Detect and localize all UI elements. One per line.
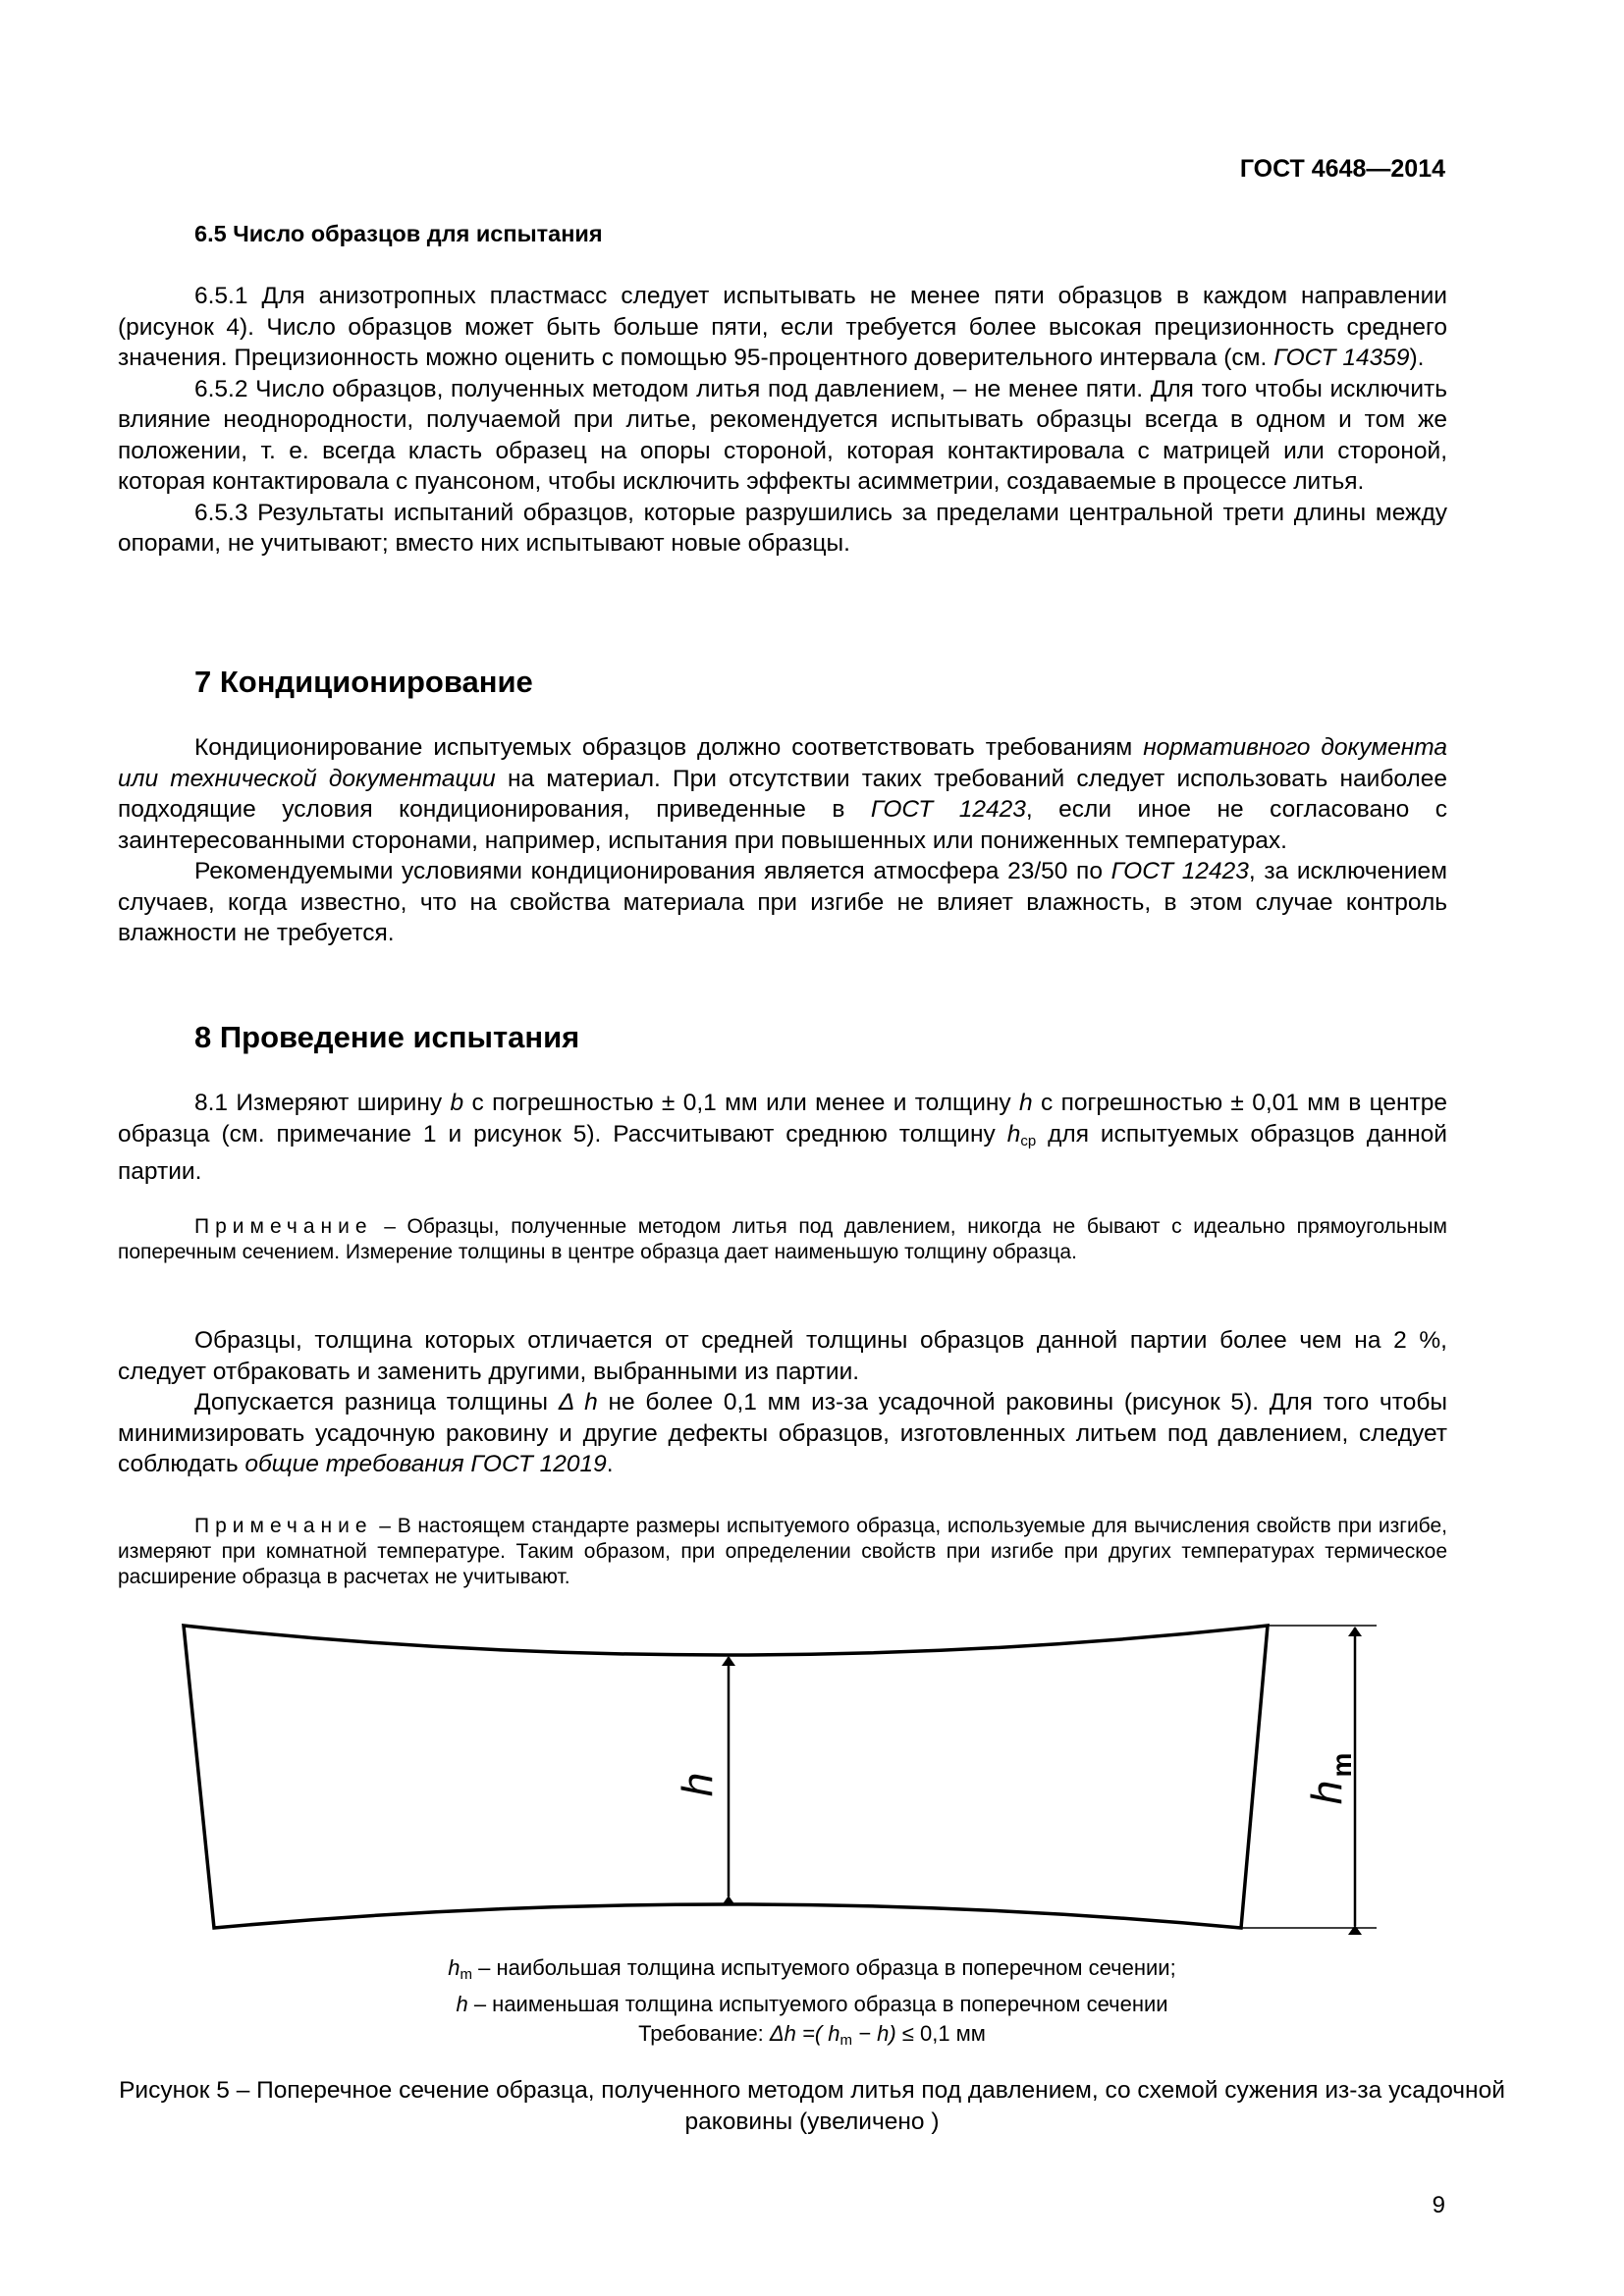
ref-gost-14359: ГОСТ 14359 [1273, 345, 1410, 371]
paragraph-8-1: 8.1 Измеряют ширину b с погрешностью ± 0,1 мм или менее и толщину h с погрешностью ± 0,01 мм в центре образца (см. примечание 1 и рисунок 5). Рассчитывают среднюю толщину $h_{ср}$ для испытуемых образцов данной партии. [118, 1090, 1447, 1185]
paragraph-6-5-1: 6.5.1 Для анизотропных пластмасс следует испытывать не менее пяти образцов в каждом направлении (рисунок 4). Число образцов может быть больше пяти, если требуется более высокая прецизионность среднего значения. Прецизионность можно оценить с помощью 95-процентного доверительного интервала (см. ГОСТ 14359). [118, 283, 1447, 371]
figure-caption: Рисунок 5 – Поперечное сечение образца, полученного методом литья под давлением, со схемой сужения из-за усадочной раковины (увеличено ) [119, 2077, 1505, 2135]
heading-6-5: 6.5 Число образцов для испытания [194, 221, 603, 246]
label-hm [1303, 1753, 1357, 1805]
svg-text:h: h [1303, 1780, 1351, 1805]
paragraph-7-2: Рекомендуемыми условиями кондиционирования является атмосфера 23/50 по ГОСТ 12423, за исключением случаев, когда известно, что на свойства материала при изгибе не влияет влажность, в этом случае контроль влажности не требуется. [118, 858, 1447, 946]
paragraph-8-3: Допускается разница толщины Δ h не более 0,1 мм из-за усадочной раковины (рисунок 5). Для того чтобы минимизировать усадочную раковину и другие дефекты образцов, изготовленных литьем под давлением, следует соблюдать общие требования ГОСТ 12019. [118, 1389, 1448, 1477]
label-h: h [674, 1772, 722, 1797]
heading-section-8: 8 Проведение испытания [194, 1020, 580, 1054]
legend-requirement: Требование: Δh =( $h_m - h) \le 0,1$ мм [638, 2021, 986, 2049]
paragraph-8-2: Образцы, толщина которых отличается от средней толщины образцов данной партии более чем на 2 %, следует отбраковать и заменить другими, выбранными из партии. [118, 1327, 1447, 1385]
standard-header: ГОСТ 4648—2014 [1239, 155, 1445, 183]
legend-hm: $h_m$ – наибольшая толщина испытуемого образца в поперечном сечении; [448, 1955, 1176, 1983]
figure-legend [0, 1953, 1624, 2056]
paragraph-7-1: Кондиционирование испытуемых образцов должно соответствовать требованиям нормативного документа или технической документации на материал. При отсутствии таких требований следует использовать наиболее подходящие условия кондиционирования, приведенные в ГОСТ 12423, если иное не согласовано с заинтересованными сторонами, например, испытания при повышенных или пониженных температурах. [118, 734, 1448, 854]
note-1: Примечание – Образцы, полученные методом литья под давлением, никогда не бывают с идеально прямоугольным поперечным сечением. Измерение толщины в центре образца дает наименьшую толщину образца. [118, 1215, 1447, 1263]
note-label: Примечание [194, 1215, 373, 1238]
note-2: Примечание – В настоящем стандарте размеры испытуемого образца, используемые для вычисления свойств при изгибе, измеряют при комнатной температуре. Таким образом, при определении свойств при изгибе при других температурах термическое расширение образца в расчетах не учитывают. [118, 1515, 1447, 1588]
note-label: Примечание [194, 1515, 373, 1537]
svg-text:m: m [1326, 1752, 1357, 1778]
paragraph-6-5-2: 6.5.2 Число образцов, полученных методом литья под давлением, – не менее пяти. Для того чтобы исключить влияние неоднородности, получаемой при литье, рекомендуется испытывать образцы всегда в одном и том же положении, т. е. всегда класть образец на опоры стороной, которая контактировала с матрицей или стороной, которая контактировала с пуансоном, чтобы исключить эффекты асимметрии, создаваемые в процессе литья. [118, 375, 1447, 495]
specimen-outline [184, 1626, 1268, 1928]
legend-h: h – наименьшая толщина испытуемого образца в поперечном сечении [456, 1992, 1168, 2016]
heading-section-7: 7 Кондиционирование [194, 665, 533, 699]
paragraph-6-5-3: 6.5.3 Результаты испытаний образцов, которые разрушились за пределами центральной трети длины между опорами, не учитывают; вместо них испытывают новые образцы. [118, 499, 1447, 557]
page-number: 9 [1432, 2192, 1445, 2218]
